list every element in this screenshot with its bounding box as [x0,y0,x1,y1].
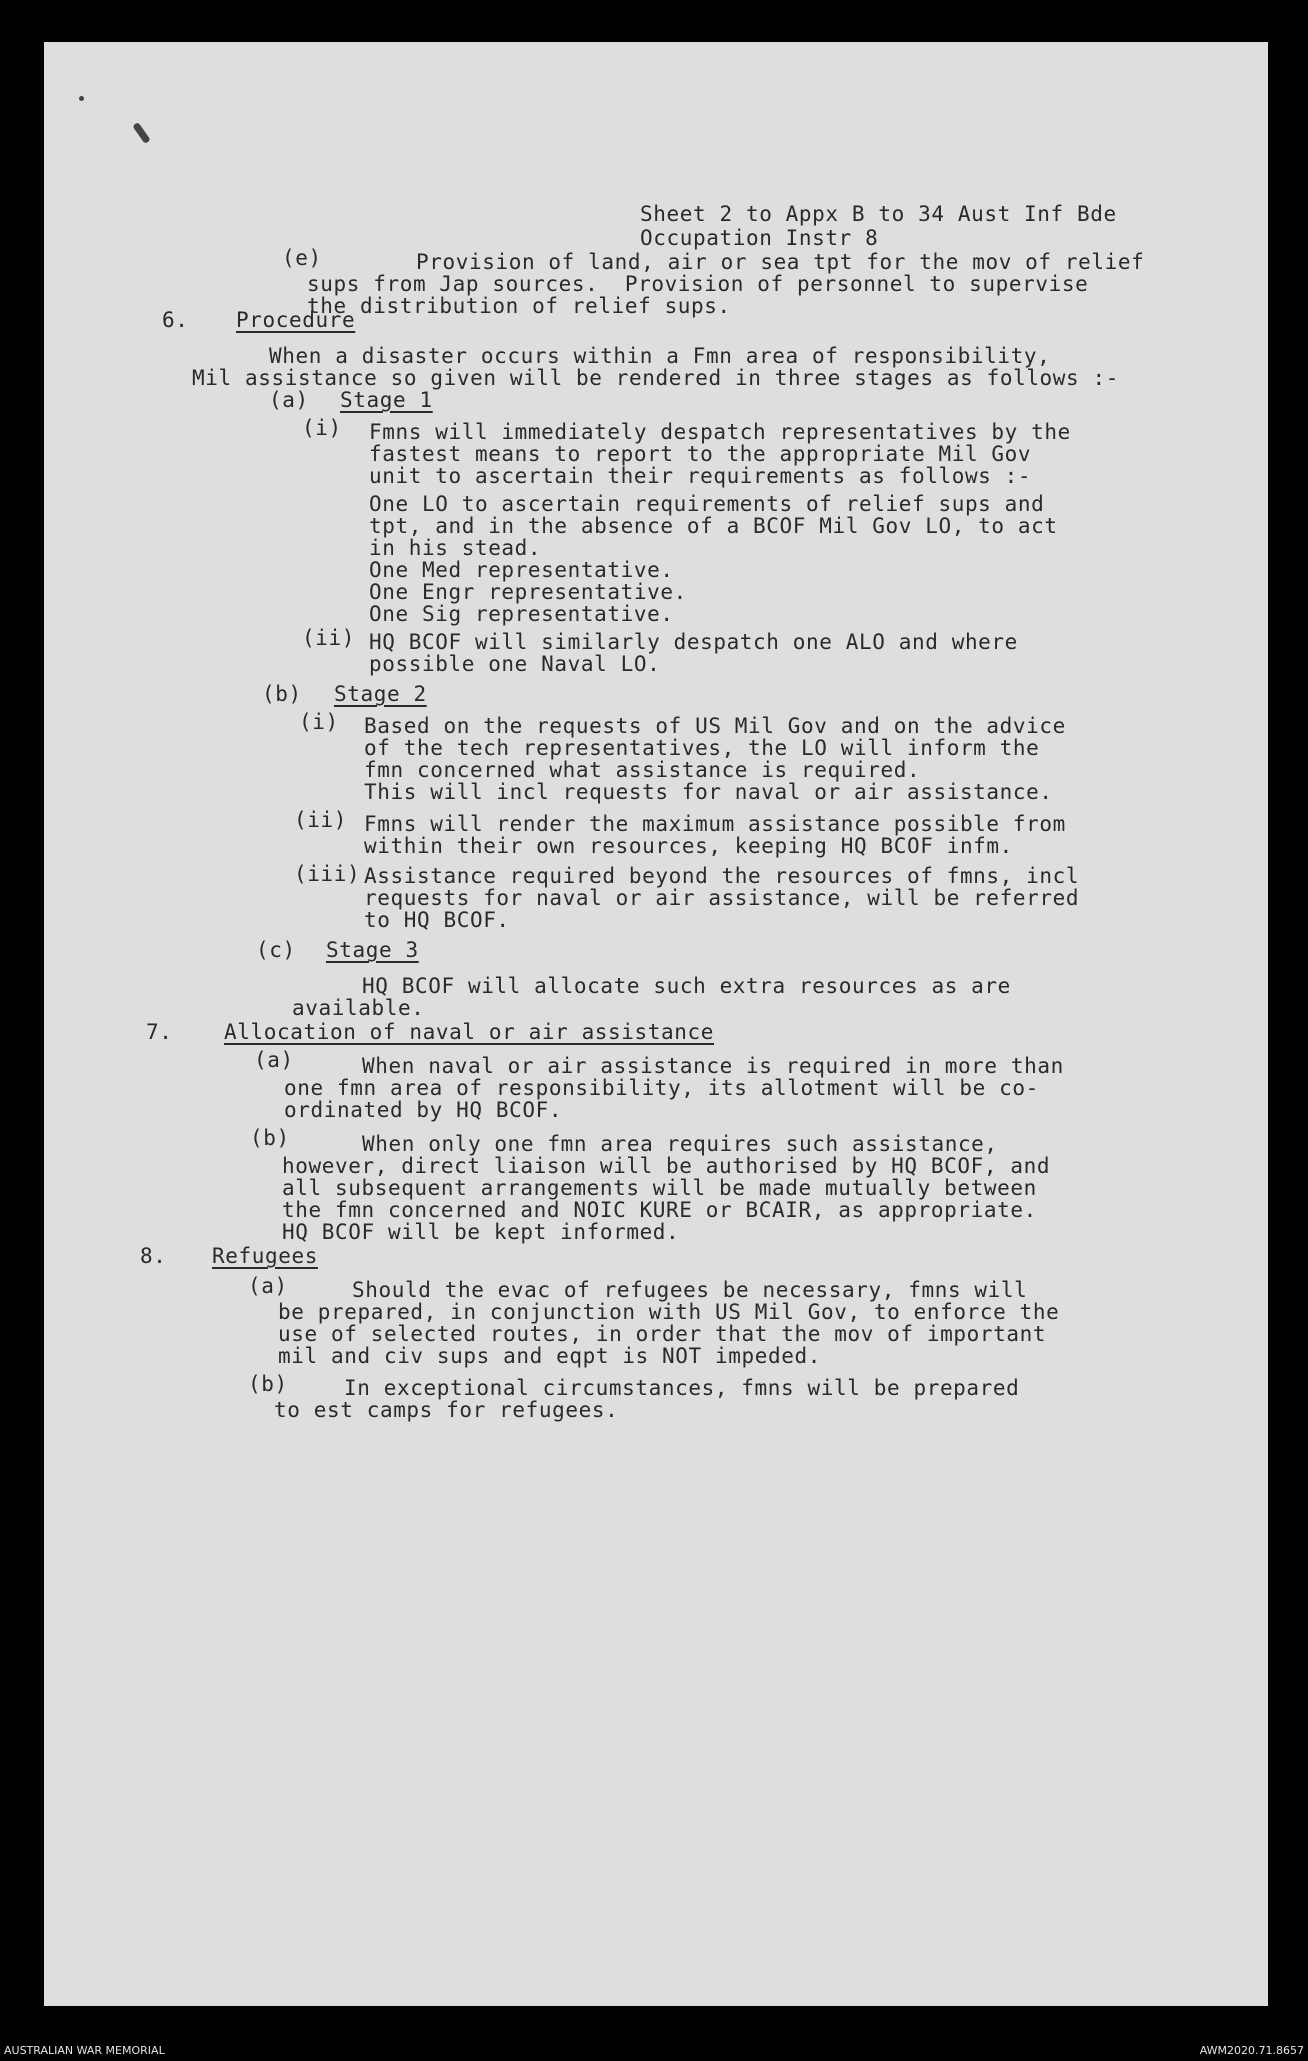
footer-accession-number: AWM2020.71.8657 [1199,2044,1304,2057]
item-line: Based on the requests of US Mil Gov and on the advice [364,714,1066,738]
stage-label: (b) [262,682,302,706]
stage-line: available. [292,996,425,1020]
para-line: to est camps for refugees. [274,1398,619,1422]
item-label: (ii) [294,808,347,832]
item-line: HQ BCOF will similarly despatch one ALO and where [369,630,1018,654]
para-line: HQ BCOF will be kept informed. [282,1220,680,1244]
footer-credit: AUSTRALIAN WAR MEMORIAL [4,2044,165,2057]
item-line: unit to ascertain their requirements as follows :- [369,464,1032,488]
item-line: Fmns will render the maximum assistance possible from [364,812,1066,836]
para-line: however, direct liaison will be authorised by HQ BCOF, and [282,1154,1051,1178]
item-label: (i) [302,416,342,440]
item-label: (iii) [294,862,361,886]
list-line: tpt, and in the absence of a BCOF Mil Gov LO, to act [369,514,1058,538]
para-line: all subsequent arrangements will be made mutually between [282,1176,1037,1200]
item-line: of the tech representatives, the LO will inform the [364,736,1040,760]
para-line: Provision of land, air or sea tpt for the mov of relief [416,250,1145,274]
para-line: sups from Jap sources. Provision of personnel to supervise [307,272,1089,296]
item-line: Assistance required beyond the resources of fmns, incl [364,864,1080,888]
section-intro: Mil assistance so given will be rendered in three stages as follows :- [192,366,1120,390]
stage-label: (c) [256,938,296,962]
para-label: (a) [248,1274,288,1298]
list-line: One Sig representative. [369,602,674,626]
para-line: the distribution of relief sups. [307,294,731,318]
punch-mark [132,122,150,144]
para-label: (b) [248,1372,288,1396]
section-number: 7. [146,1020,173,1044]
punch-mark [79,96,84,101]
document-page [44,42,1268,2006]
para-label: (b) [250,1126,290,1150]
archive-footer [0,2040,1308,2061]
sheet-reference: Sheet 2 to Appx B to 34 Aust Inf Bde [640,202,1117,226]
stage-title: Stage 3 [326,938,419,962]
occupation-instr: Occupation Instr 8 [640,226,879,250]
list-line: One Med representative. [369,558,674,582]
list-line: in his stead. [369,536,542,560]
list-line: One LO to ascertain requirements of relief sups and [369,492,1045,516]
para-line: one fmn area of responsibility, its allotment will be co- [284,1076,1039,1100]
item-line: to HQ BCOF. [364,908,510,932]
para-line: Should the evac of refugees be necessary, fmns will [352,1278,1028,1302]
stage-title: Stage 1 [340,388,433,412]
section-number: 8. [140,1244,167,1268]
para-line: mil and civ sups and eqpt is NOT impeded. [278,1344,821,1368]
para-line: In exceptional circumstances, fmns will be prepared [344,1376,1020,1400]
stage-line: HQ BCOF will allocate such extra resources as are [362,974,1011,998]
item-label: (ii) [302,626,355,650]
item-line: within their own resources, keeping HQ BCOF infm. [364,834,1013,858]
item-line: This will incl requests for naval or air assistance. [364,780,1053,804]
section-number: 6. [162,308,189,332]
section-intro: When a disaster occurs within a Fmn area of responsibility, [269,344,1051,368]
item-line: Fmns will immediately despatch representatives by the [369,420,1071,444]
para-line: When only one fmn area requires such assistance, [362,1132,998,1156]
stage-title: Stage 2 [334,682,427,706]
item-line: possible one Naval LO. [369,652,661,676]
para-line: use of selected routes, in order that the mov of important [278,1322,1047,1346]
section-heading: Procedure [236,308,356,332]
list-line: One Engr representative. [369,580,687,604]
item-line: fastest means to report to the appropriate Mil Gov [369,442,1032,466]
stage-label: (a) [269,388,309,412]
para-line: be prepared, in conjunction with US Mil Gov, to enforce the [278,1300,1060,1324]
para-line: When naval or air assistance is required in more than [362,1054,1064,1078]
para-line: ordinated by HQ BCOF. [284,1098,563,1122]
para-label: (e) [282,246,322,270]
item-line: fmn concerned what assistance is required. [364,758,921,782]
item-line: requests for naval or air assistance, will be referred [364,886,1080,910]
section-heading: Refugees [212,1244,318,1268]
para-label: (a) [254,1048,294,1072]
item-label: (i) [299,710,339,734]
section-heading: Allocation of naval or air assistance [224,1020,714,1044]
para-line: the fmn concerned and NOIC KURE or BCAIR, as appropriate. [282,1198,1037,1222]
